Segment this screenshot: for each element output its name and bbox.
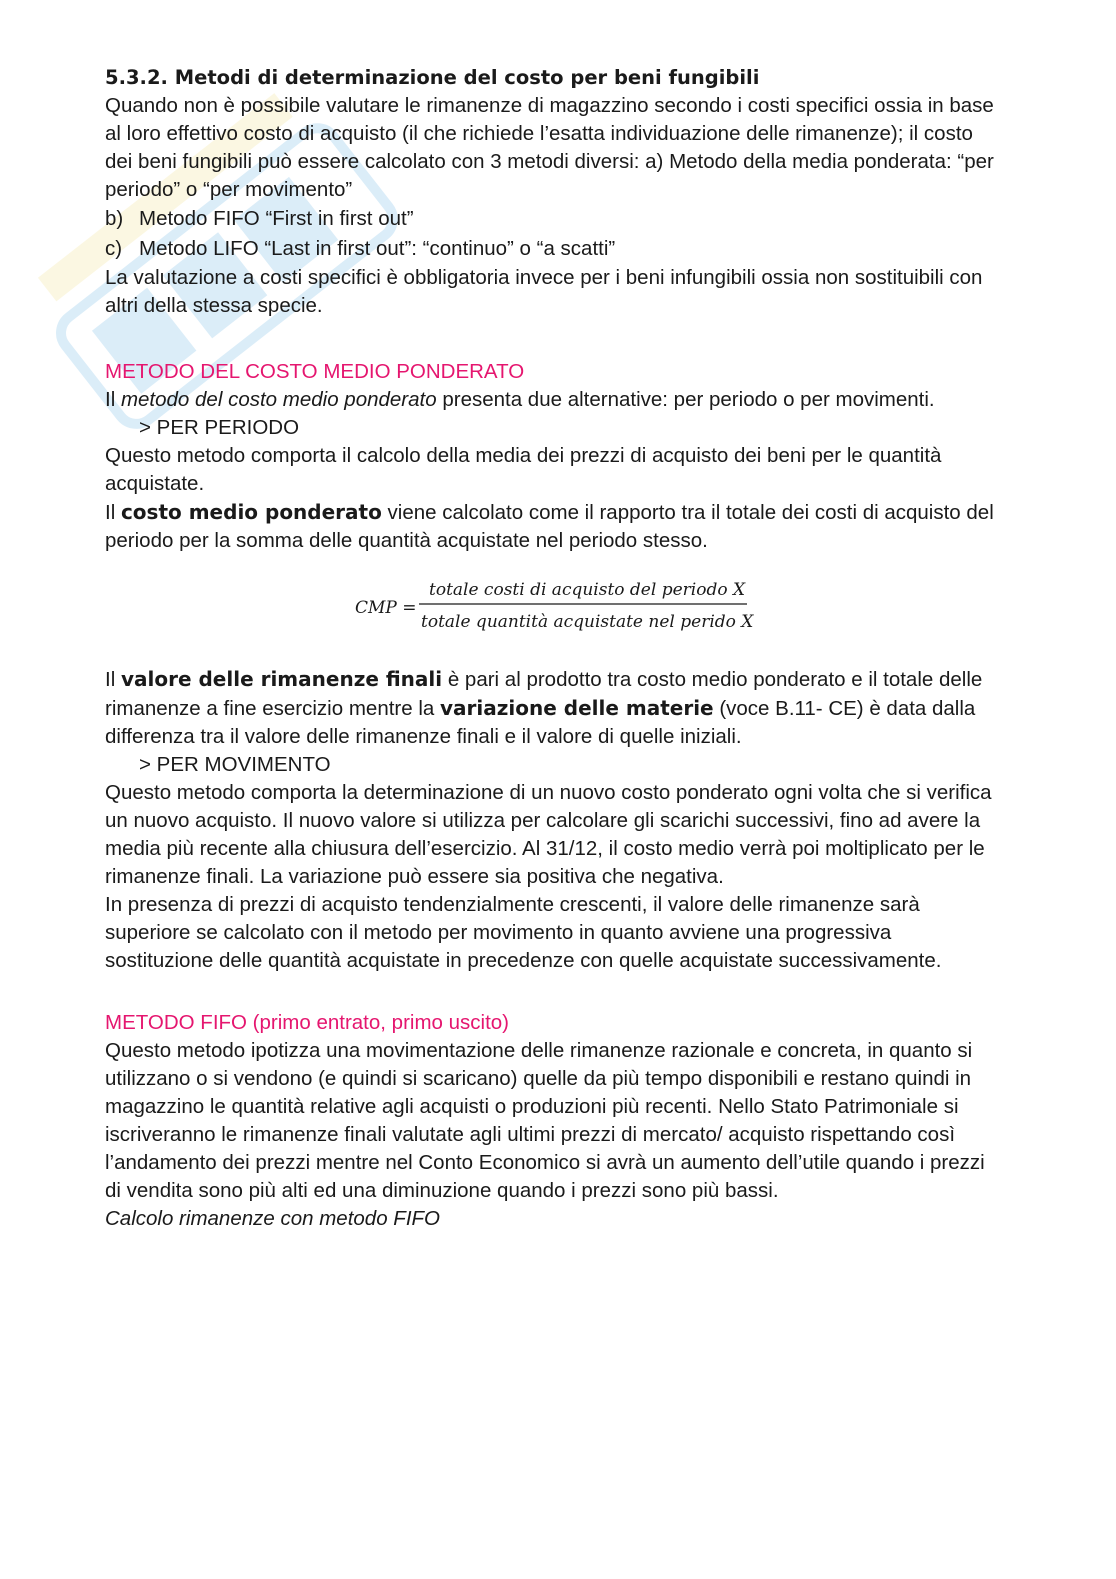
cmp-paragraph-3: Il costo medio ponderato viene calcolato come il rapporto tra il totale dei costi di acquisto del periodo per la somma delle quantità acquistate nel periodo stesso. (105, 500, 994, 552)
list-item (105, 234, 1005, 264)
list-item-label: c) (105, 237, 123, 260)
sub-heading-per-periodo: > PER PERIODO (139, 416, 300, 439)
document-body (105, 64, 1005, 1233)
intro-paragraph: Quando non è possibile valutare le rimanenze di magazzino secondo i costi specifici ossia in base al loro effettivo costo di acquisto (il che richiede l’esatta individuazione delle rimanenze); il costo dei beni fungibili può essere calcolato con 3 metodi diversi: a) Metodo della media ponderata: “per periodo” o “per movimento” (105, 94, 994, 201)
cmp-paragraph-6: In presenza di prezzi di acquisto tendenzialmente crescenti, il valore delle rimanenze sarà superiore se calcolato con il metodo per movimento in quanto avviene una progressiva sostituzione delle quantità acquistate in precedenze con quelle acquistate successivamente. (105, 893, 942, 972)
cmp-paragraph-1: Il metodo del costo medio ponderato presenta due alternative: per periodo o per movimenti. (105, 388, 935, 411)
section-heading: 5.3.2. Metodi di determinazione del costo per beni fungibili (105, 66, 760, 89)
list-item-text: Metodo FIFO “First in first out” (139, 207, 414, 230)
fifo-section-title: METODO FIFO (primo entrato, primo uscito) (105, 1011, 510, 1034)
cmp-paragraph-4: Il valore delle rimanenze finali è pari al prodotto tra costo medio ponderato e il totale delle rimanenze a fine esercizio mentre la variazione delle materie (voce B.11- CE) è data dalla differenza tra il valore delle rimanenze finali e il valore di quelle iniziali. (105, 667, 983, 748)
cmp-formula (105, 555, 1005, 665)
formula-lhs: CMP = (355, 598, 417, 618)
cmp-paragraph-2: Questo metodo comporta il calcolo della media dei prezzi di acquisto dei beni per le quantità acquistate. (105, 444, 942, 495)
intro-end-paragraph: La valutazione a costi specifici è obbligatoria invece per i beni infungibili ossia non sostituibili con altri della stessa specie. (105, 266, 983, 317)
formula-numerator: totale costi di acquisto del periodo X (429, 580, 746, 600)
formula-denominator: totale quantità acquistate nel perido X (421, 612, 754, 632)
sub-heading-per-movimento: > PER MOVIMENTO (139, 753, 331, 776)
cmp-paragraph-5: Questo metodo comporta la determinazione di un nuovo costo ponderato ogni volta che si verifica un nuovo acquisto. Il nuovo valore si utilizza per calcolare gli scarichi successivi, fino ad avere la media più recente alla chiusura dell’esercizio. Al 31/12, il costo medio verrà poi moltiplicato per le rimanenze finali. La variazione può essere sia positiva che negativa. (105, 781, 992, 888)
list-item-label: b) (105, 207, 124, 230)
cmp-section-title: METODO DEL COSTO MEDIO PONDERATO (105, 360, 525, 383)
fifo-caption: Calcolo rimanenze con metodo FIFO (105, 1207, 440, 1230)
fifo-paragraph-1: Questo metodo ipotizza una movimentazione delle rimanenze razionale e concreta, in quanto si utilizzano o si vendono (e quindi si scaricano) quelle da più tempo disponibili e restano quindi in magazzino le quantità relative agli acquisti o produzioni più recenti. Nello Stato Patrimoniale si iscriveranno le rimanenze finali valutate agli ultimi prezzi di mercato/ acquisto rispettando così l’andamento dei prezzi mentre nel Conto Economico si avrà un aumento dell’utile quando i prezzi di vendita sono più alti ed una diminuzione quando i prezzi sono più bassi. (105, 1039, 985, 1202)
list-item (105, 204, 1005, 234)
list-item-text: Metodo LIFO “Last in first out”: “continuo” o “a scatti” (139, 237, 616, 260)
